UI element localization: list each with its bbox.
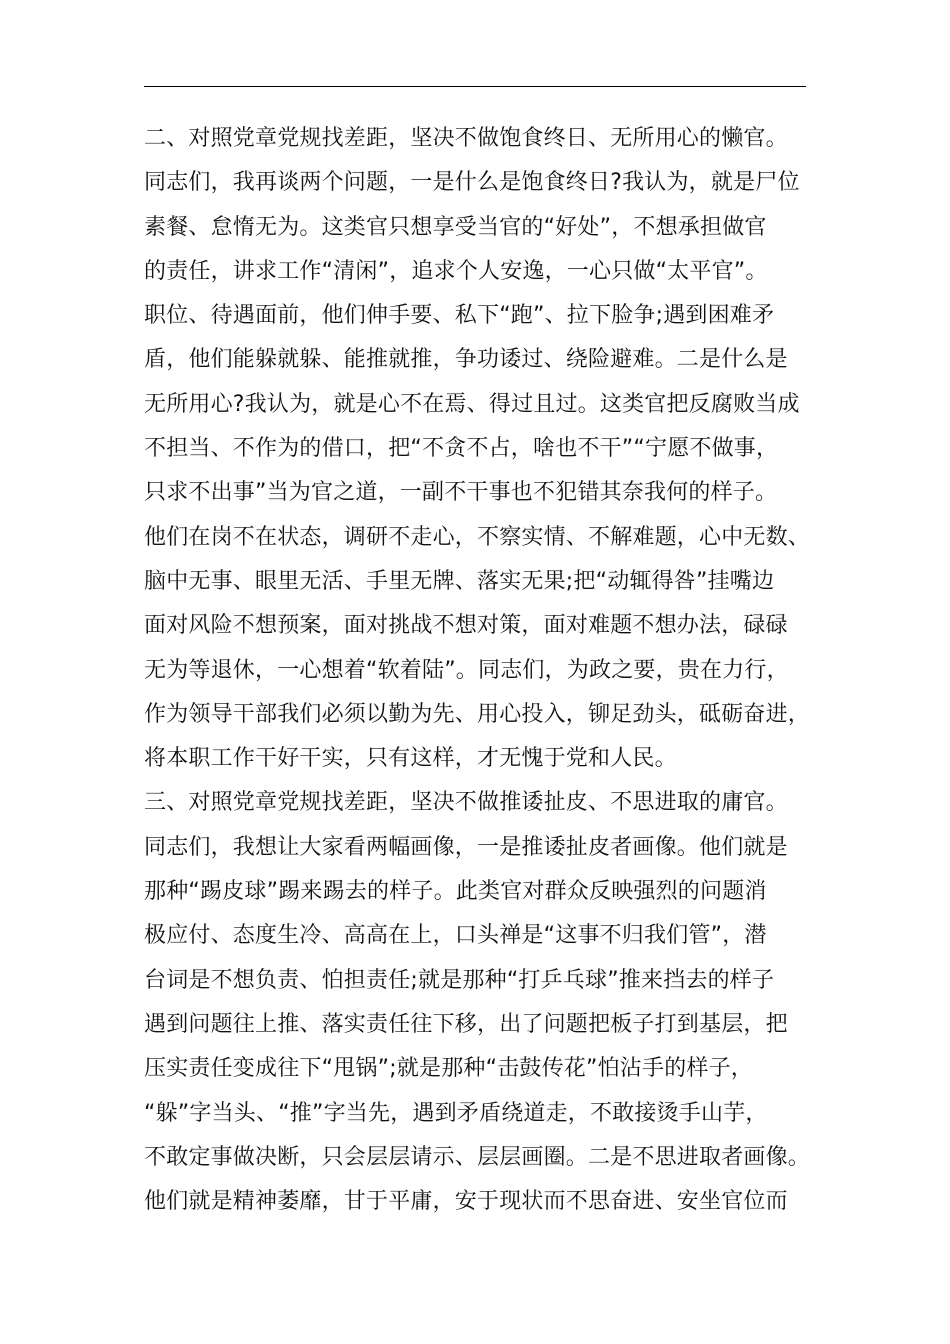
text-line: 二、对照党章党规找差距，坚决不做饱食终日、无所用心的懒官。 xyxy=(144,126,788,151)
text-line: 三、对照党章党规找差距，坚决不做推诿扯皮、不思进取的庸官。 xyxy=(144,790,788,816)
text-line: 只求不出事”当为官之道，一副不干事也不犯错其奈我何的样子。 xyxy=(144,480,778,506)
text-line: 盾，他们能躲就躲、能推就推，争功诿过、绕险避难。二是什么是 xyxy=(144,347,788,373)
header-rule xyxy=(144,86,806,87)
text-line: 面对风险不想预案，面对挑战不想对策，面对难题不想办法，碌碌 xyxy=(144,613,788,639)
text-line: 素餐、怠惰无为。这类官只想享受当官的“好处”，不想承担做官 xyxy=(144,214,767,240)
text-line: 台词是不想负责、怕担责任;就是那种“打乒乓球”推来挡去的样子 xyxy=(144,967,775,993)
body-text xyxy=(144,117,824,1224)
text-line: 无所用心?我认为，就是心不在焉、得过且过。这类官把反腐败当成 xyxy=(144,391,800,417)
text-line: “躲”字当头、“推”字当先，遇到矛盾绕道走，不敢接烫手山芋， xyxy=(144,1100,768,1126)
text-line: 将本职工作干好干实，只有这样，才无愧于党和人民。 xyxy=(144,746,677,772)
text-line: 他们就是精神萎靡，甘于平庸，安于现状而不思奋进、安坐官位而 xyxy=(144,1189,788,1215)
text-line: 职位、待遇面前，他们伸手要、私下“跑”、拉下脸争;遇到困难矛 xyxy=(144,303,775,329)
text-line: 压实责任变成往下“甩锅”;就是那种“击鼓传花”怕沾手的样子， xyxy=(144,1056,754,1082)
text-line: 不担当、不作为的借口，把“不贪不占，啥也不干”“宁愿不做事， xyxy=(144,436,779,462)
text-line: 的责任，讲求工作“清闲”，追求个人安逸，一心只做“太平官”。 xyxy=(144,258,768,284)
text-line: 同志们，我想让大家看两幅画像，一是推诿扯皮者画像。他们就是 xyxy=(144,834,788,860)
text-line: 他们在岗不在状态，调研不走心，不察实情、不解难题，心中无数、 xyxy=(144,524,811,550)
text-line: 遇到问题往上推、落实责任往下移，出了问题把板子打到基层，把 xyxy=(144,1011,788,1037)
text-line: 无为等退休，一心想着“软着陆”。同志们，为政之要，贵在力行， xyxy=(144,657,789,683)
text-line: 极应付、态度生冷、高高在上，口头禅是“这事不归我们管”，潜 xyxy=(144,923,767,949)
text-line: 脑中无事、眼里无活、手里无牌、落实无果;把“动辄得咎”挂嘴边 xyxy=(144,568,775,594)
text-line: 不敢定事做决断，只会层层请示、层层画圈。二是不思进取者画像。 xyxy=(144,1144,811,1170)
text-line: 那种“踢皮球”踢来踢去的样子。此类官对群众反映强烈的问题消 xyxy=(144,879,767,905)
text-line: 作为领导干部我们必须以勤为先、用心投入，铆足劲头，砥砺奋进， xyxy=(144,701,811,727)
text-line: 同志们，我再谈两个问题，一是什么是饱食终日?我认为，就是尸位 xyxy=(144,170,800,196)
